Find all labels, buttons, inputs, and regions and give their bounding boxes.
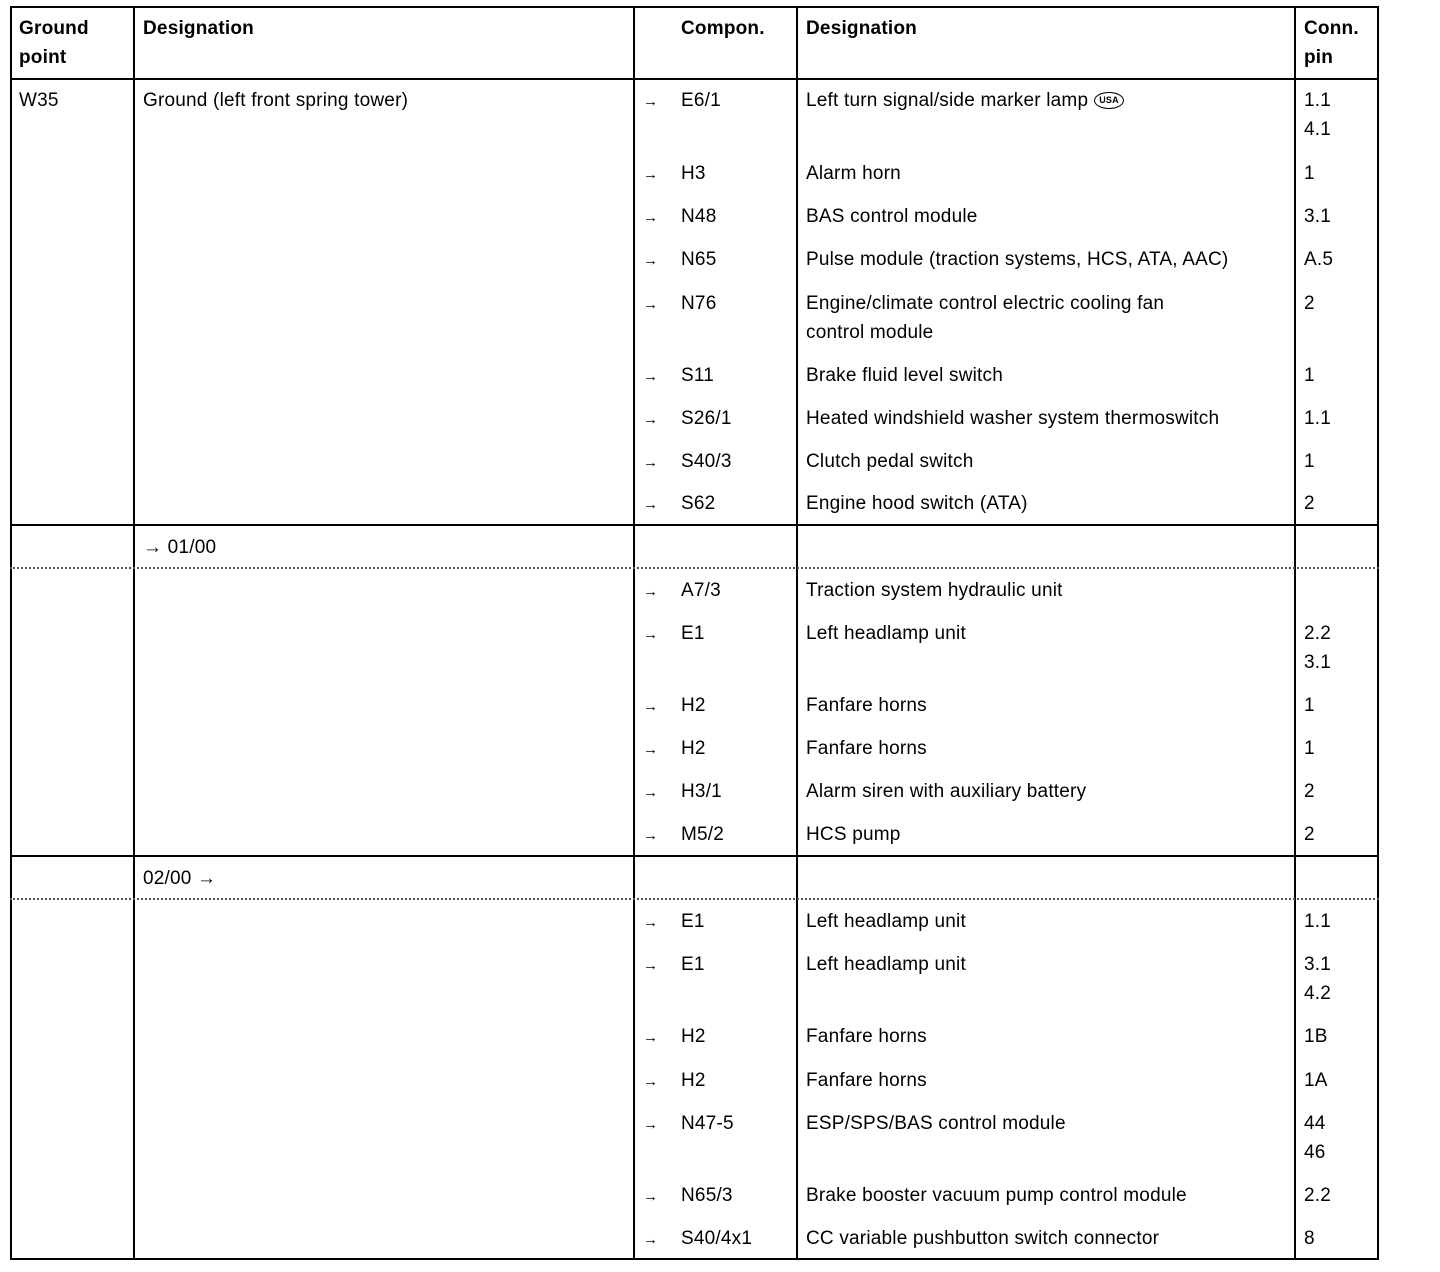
component-designation [806,1066,927,1095]
col-line-0 [10,6,12,1260]
connector-pin [1304,289,1315,318]
connector-pin [1304,86,1331,144]
section3-label-divider [10,898,1379,900]
col-line-5 [1377,6,1379,1260]
header-designation: Designation [143,18,254,39]
row-arrow: → [643,166,659,183]
connector-pin [1304,404,1331,433]
component-code: N48 [681,206,717,227]
pin-value: 2 [1304,781,1315,802]
connector-pin [1304,447,1315,476]
table-bottom-border [10,1258,1379,1260]
component-code: H2 [681,695,706,716]
section-label-from-02-00: 02/00 → [143,868,217,889]
designation-line: Alarm horn [806,163,901,184]
connector-pin [1304,950,1331,1008]
section-label-until-01-00: → 01/00 [143,537,217,558]
pin-value: 2 [1304,824,1315,845]
designation-line: Engine hood switch (ATA) [806,493,1028,514]
component-code: S40/4x1 [681,1228,753,1249]
pin-value: 1.1 [1304,911,1332,932]
connector-pin [1304,489,1315,518]
component-code: E1 [681,623,705,644]
connector-pin [1304,820,1315,849]
connector-pin [1304,1181,1331,1210]
pin-value: 2 [1304,293,1315,314]
component-code: H2 [681,738,706,759]
component-designation [806,447,974,476]
pin-value: 46 [1304,1142,1326,1163]
component-designation [806,489,1028,518]
ground-point-designation: Ground (left front spring tower) [143,90,409,111]
pin-value: 1A [1304,1070,1328,1091]
designation-line: Traction system hydraulic unit [806,580,1063,601]
table-top-border [10,6,1379,8]
row-arrow: → [643,957,659,974]
component-designation [806,289,1164,347]
header-separator [10,78,1379,80]
designation-line: HCS pump [806,824,901,845]
designation-line: Left headlamp unit [806,623,966,644]
designation-line: Left turn signal/side marker lamp USA [806,86,1124,115]
row-arrow: → [643,454,659,471]
designation-line: Clutch pedal switch [806,451,974,472]
row-arrow: → [643,209,659,226]
component-code: S11 [681,365,714,386]
designation-line: Left headlamp unit [806,911,966,932]
row-arrow: → [643,626,659,643]
designation-line: ESP/SPS/BAS control module [806,1113,1066,1134]
pin-value: 1 [1304,738,1315,759]
component-designation [806,734,927,763]
ground-point-id: W35 [19,90,59,111]
component-code: H2 [681,1070,706,1091]
pin-value: 2.2 [1304,623,1332,644]
component-code: N76 [681,293,717,314]
row-arrow: → [643,741,659,758]
designation-line: Alarm siren with auxiliary battery [806,781,1087,802]
component-designation [806,361,1003,390]
row-arrow: → [643,698,659,715]
component-designation [806,576,1063,605]
connector-pin [1304,1066,1328,1095]
pin-value: 1B [1304,1026,1328,1047]
pin-value: 3.1 [1304,652,1332,673]
component-designation [806,619,966,648]
col-line-3 [796,6,798,1260]
designation-line: Fanfare horns [806,695,927,716]
row-arrow: → [643,1116,659,1133]
pin-value: 8 [1304,1228,1315,1249]
connector-pin [1304,907,1331,936]
connector-pin [1304,361,1315,390]
connector-pin [1304,734,1315,763]
pin-value: 1 [1304,451,1315,472]
col-line-2 [633,6,635,1260]
component-code: N47-5 [681,1113,734,1134]
row-arrow: → [643,1231,659,1248]
col-line-4 [1294,6,1296,1260]
pin-value: A.5 [1304,249,1334,270]
row-arrow: → [643,252,659,269]
component-designation [806,820,901,849]
component-designation [806,404,1219,433]
component-designation [806,86,1124,115]
component-designation [806,1224,1159,1253]
row-arrow: → [643,93,659,110]
row-arrow: → [643,784,659,801]
pin-value: 1 [1304,695,1315,716]
designation-line: control module [806,322,934,343]
component-code: N65/3 [681,1185,733,1206]
connector-pin [1304,159,1315,188]
component-designation [806,777,1086,806]
component-code: N65 [681,249,717,270]
designation-line: Brake fluid level switch [806,365,1003,386]
row-arrow: → [643,1073,659,1090]
pin-value: 3.1 [1304,206,1332,227]
designation-line: CC variable pushbutton switch connector [806,1228,1160,1249]
header-component: Compon. [681,18,765,39]
component-code: M5/2 [681,824,725,845]
component-code: E6/1 [681,90,721,111]
component-code: A7/3 [681,580,721,601]
designation-line: Engine/climate control electric cooling fan [806,293,1165,314]
designation-line: Heated windshield washer system thermoswitch [806,408,1220,429]
component-designation [806,159,901,188]
pin-value: 1.1 [1304,408,1332,429]
pin-value: 4.1 [1304,119,1332,140]
header-connector-pin: Conn. pin [1304,18,1359,68]
pin-value: 44 [1304,1113,1326,1134]
component-code: S62 [681,493,716,514]
component-code: H3 [681,163,706,184]
ground-point-table [10,6,1379,1260]
component-designation [806,202,978,231]
connector-pin [1304,691,1315,720]
component-code: H3/1 [681,781,722,802]
section2-end-line [10,855,1379,857]
component-designation [806,950,966,979]
component-designation [806,1022,927,1051]
usa-badge-icon: USA [1094,92,1124,109]
section2-label-divider [10,567,1379,569]
designation-line: Pulse module (traction systems, HCS, ATA, AAC) [806,249,1229,270]
row-arrow: → [643,368,659,385]
header-ground-point: Ground point [19,18,89,68]
designation-line: Left headlamp unit [806,954,966,975]
connector-pin [1304,619,1331,677]
component-code: E1 [681,954,705,975]
component-code: E1 [681,911,705,932]
connector-pin [1304,777,1315,806]
connector-pin [1304,245,1333,274]
row-arrow: → [643,827,659,844]
row-arrow: → [643,411,659,428]
pin-value: 3.1 [1304,954,1332,975]
connector-pin [1304,1224,1315,1253]
component-designation [806,691,927,720]
row-arrow: → [643,583,659,600]
designation-line: Brake booster vacuum pump control module [806,1185,1187,1206]
pin-value: 1 [1304,365,1315,386]
row-arrow: → [643,296,659,313]
pin-value: 2.2 [1304,1185,1332,1206]
pin-value: 1.1 [1304,90,1332,111]
connector-pin [1304,202,1331,231]
col-line-1 [133,6,135,1260]
row-arrow: → [643,1188,659,1205]
designation-line: Fanfare horns [806,1026,927,1047]
component-code: S26/1 [681,408,732,429]
pin-value: 1 [1304,163,1315,184]
component-designation [806,907,966,936]
row-arrow: → [643,914,659,931]
connector-pin [1304,1022,1328,1051]
row-arrow: → [643,496,659,513]
designation-line: Fanfare horns [806,738,927,759]
component-designation [806,1109,1066,1138]
section1-end-line [10,524,1379,526]
designation-line: BAS control module [806,206,978,227]
designation-line: Fanfare horns [806,1070,927,1091]
row-arrow: → [643,1029,659,1046]
connector-pin [1304,1109,1326,1167]
component-code: H2 [681,1026,706,1047]
component-designation [806,1181,1187,1210]
component-designation [806,245,1228,274]
pin-value: 4.2 [1304,983,1332,1004]
component-code: S40/3 [681,451,732,472]
pin-value: 2 [1304,493,1315,514]
header-component-designation: Designation [806,18,917,39]
